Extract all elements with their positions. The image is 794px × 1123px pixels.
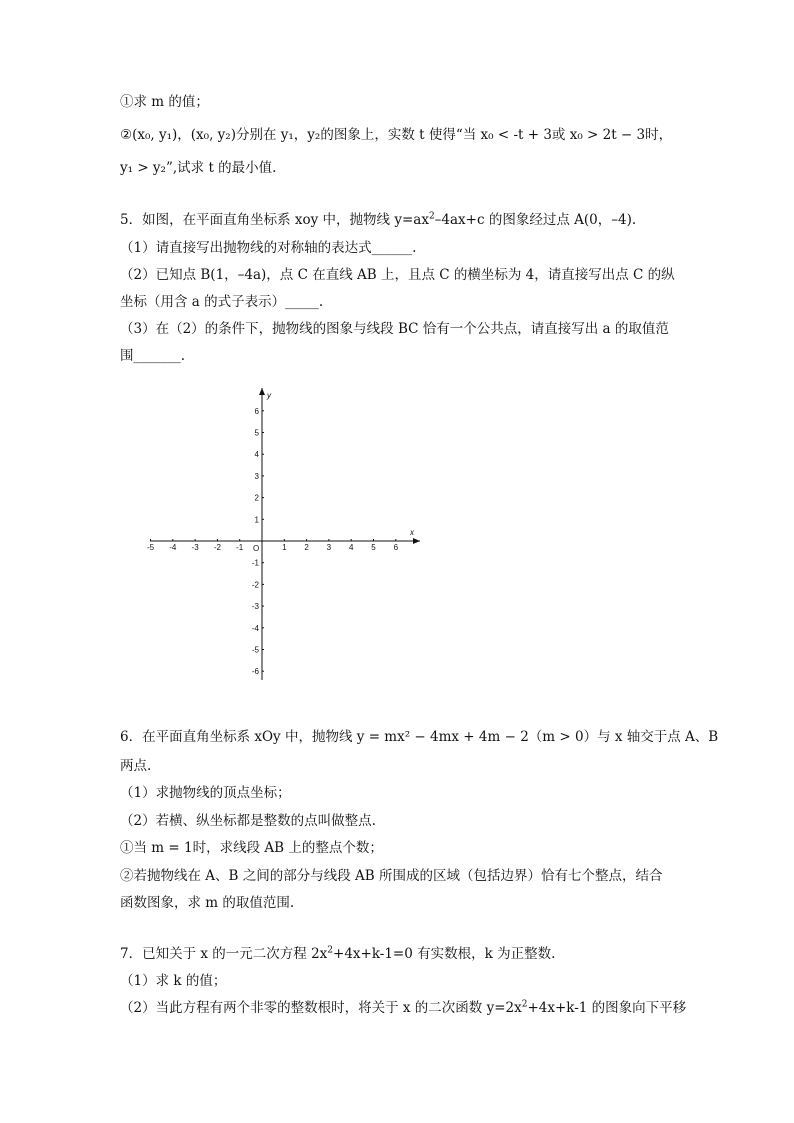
y-tick-label: -5 (251, 645, 259, 655)
q6-part2b-line1: ②若抛物线在 A、B 之间的部分与线段 AB 所围成的区域（包括边界）恰有七个整点，结合 (120, 868, 663, 884)
y-tick-label: -6 (251, 667, 259, 677)
q5-stem-b: –4ax+c 的图象经过点 A(0，–4). (434, 212, 637, 228)
x-tick-label: -1 (236, 543, 244, 552)
q6-part2a: ①当 m = 1时，求线段 AB 上的整点个数； (120, 840, 383, 856)
q5-part3-line1: （3）在（2）的条件下，抛物线的图象与线段 BC 恰有一个公共点，请直接写出 a 的取值范 (120, 321, 669, 337)
x-tick-label: 1 (282, 543, 287, 552)
q5-part1: （1）请直接写出抛物线的对称轴的表达式______. (120, 240, 417, 256)
x-tick-label: 2 (304, 543, 309, 552)
x-axis-arrow (413, 538, 420, 544)
q4-sub1: ①求 m 的值； (120, 94, 209, 110)
x-tick-label: -3 (191, 543, 199, 552)
y-tick-label: -3 (251, 602, 259, 612)
q5-part2-line1: （2）已知点 B(1，–4a)，点 C 在直线 AB 上，且点 C 的横坐标为 4，请直接写出点 C 的纵 (120, 267, 675, 283)
y-tick-label: 2 (254, 493, 259, 503)
q7-part2-a: （2）当此方程有两个非零的整数根时，将关于 x 的二次函数 y=2x (120, 1000, 522, 1016)
x-tick-label: 6 (393, 543, 399, 552)
q6-part2: （2）若横、纵坐标都是整数的点叫做整点. (120, 813, 376, 829)
q6-part2b-line2: 函数图象，求 m 的取值范围. (120, 895, 295, 911)
coordinate-axes-figure (140, 380, 430, 690)
y-tick-label: -4 (251, 623, 259, 633)
q7-stem (120, 944, 555, 964)
q6-stem-line2: 两点. (120, 758, 152, 774)
y-tick-label: 4 (254, 450, 259, 460)
y-tick-label: -1 (251, 558, 259, 568)
x-tick-label: -2 (213, 543, 221, 552)
origin-label: O (253, 544, 260, 553)
y-tick-label: 6 (254, 406, 259, 416)
q5-part3-line2: 围_______. (120, 348, 186, 364)
q5-stem-a: 5．如图，在平面直角坐标系 xoy 中，抛物线 y=ax (120, 212, 429, 228)
q4-sub2-line1: ②(x₀, y₁)，(x₀, y₂)分别在 y₁，y₂的图象上，实数 t 使得“当 x₀ < -t + 3或 x₀ > 2t − 3时， (120, 127, 673, 143)
q5-stem-sup: 2 (428, 211, 435, 222)
q7-part2-b: +4x+k-1 的图象向下平移 (527, 1000, 687, 1016)
y-axis-label: y (267, 391, 271, 400)
x-tick-label: -5 (146, 543, 155, 552)
x-tick-label: -4 (169, 543, 177, 552)
y-tick-label: 3 (254, 471, 259, 481)
q7-stem-b: +4x+k-1=0 有实数根，k 为正整数. (333, 946, 556, 962)
q6-stem-line1: 6．在平面直角坐标系 xOy 中，抛物线 y = mx² − 4mx + 4m − 2（m > 0）与 x 轴交于点 A、B (120, 729, 719, 745)
axes-lines (150, 388, 420, 680)
y-axis-arrow (259, 388, 265, 395)
q7-part2 (120, 998, 686, 1018)
q7-stem-sup: 2 (327, 945, 334, 956)
x-axis-label: x (410, 528, 414, 537)
q7-stem-a: 7．已知关于 x 的一元二次方程 2x (120, 946, 328, 962)
x-tick-label: 5 (371, 543, 376, 552)
q6-part1: （1）求抛物线的顶点坐标； (120, 785, 291, 801)
x-tick-label: 4 (348, 543, 354, 552)
q7-part2-sup: 2 (521, 999, 528, 1010)
y-tick-label: 1 (254, 515, 259, 525)
y-tick-label: 5 (254, 428, 259, 438)
q5-stem (120, 210, 636, 230)
q5-part2-line2: 坐标（用含 a 的式子表示）_____. (120, 294, 324, 310)
q7-part1: （1）求 k 的值； (120, 973, 227, 989)
q4-sub2-line2: y₁ > y₂”,试求 t 的最小值. (120, 160, 277, 176)
y-tick-label: -2 (251, 580, 259, 590)
x-tick-label: 3 (326, 543, 332, 552)
